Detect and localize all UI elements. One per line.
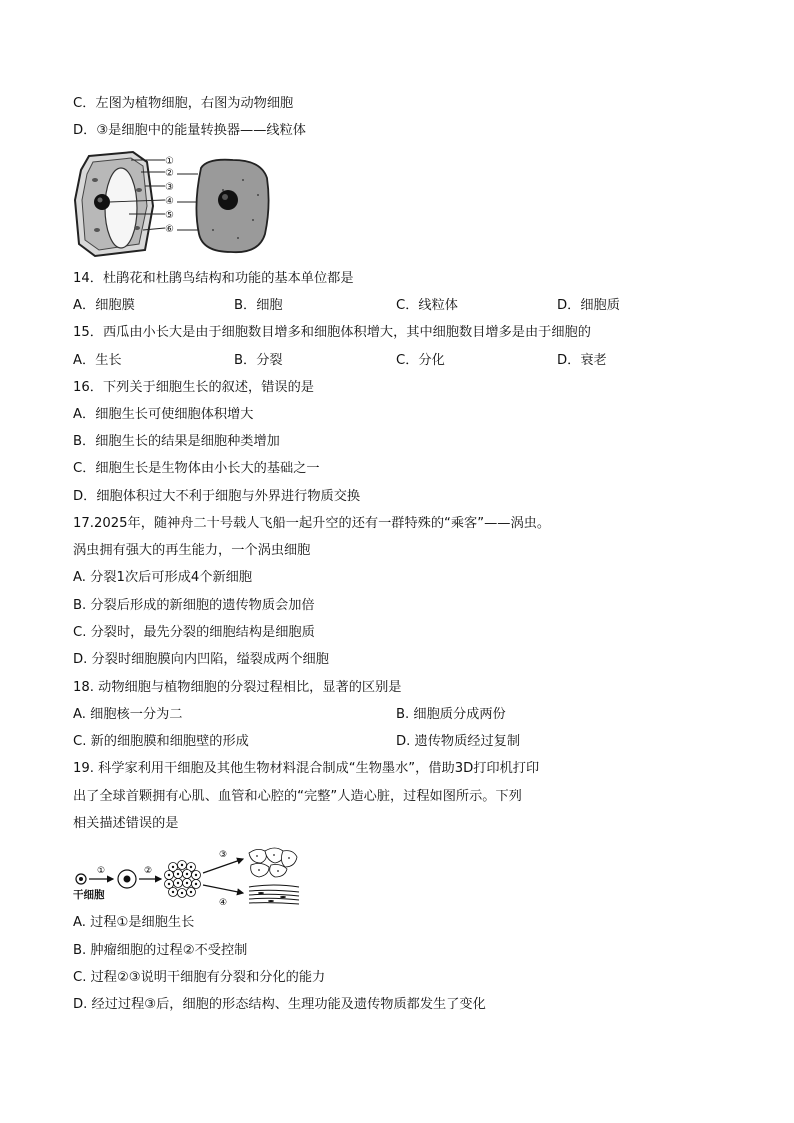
q14-option-b: B．细胞 [234,298,283,313]
q19-option-d: D. 经过过程③后，细胞的形态结构、生理功能及遗传物质都发生了变化 [73,997,486,1012]
step-label-1: ① [97,866,106,876]
q16-option-b: B．细胞生长的结果是细胞种类增加 [73,434,280,449]
figure-label-6: ⑥ [165,224,174,235]
figure-label-2: ② [165,168,174,179]
q18-option-a: A. 细胞核一分为二 [73,707,183,722]
figure-label-3: ③ [165,182,174,193]
stem-cell-label: 干细胞 [73,889,105,901]
q13-option-c: C．左图为植物细胞，右图为动物细胞 [73,96,294,111]
figure-label-4: ④ [165,196,174,207]
q17-stem-line2: 涡虫拥有强大的再生能力，一个涡虫细胞 [73,543,311,558]
q15-option-d: D．衰老 [557,353,607,368]
q18-stem: 18. 动物细胞与植物细胞的分裂过程相比，显著的区别是 [73,680,402,695]
q16-option-c: C．细胞生长是生物体由小长大的基础之一 [73,461,320,476]
q18-option-b: B. 细胞质分成两份 [396,707,506,722]
q15-option-b: B．分裂 [234,353,283,368]
q17-option-d: D. 分裂时细胞膜向内凹陷，缢裂成两个细胞 [73,652,329,667]
q16-option-d: D．细胞体积过大不利于细胞与外界进行物质交换 [73,489,361,504]
q13-option-d: D．③是细胞中的能量转换器——线粒体 [73,123,306,138]
q19-stem-line2: 出了全球首颗拥有心肌、血管和心腔的“完整”人造心脏，过程如图所示。下列 [73,789,522,804]
step-label-3: ③ [219,850,228,860]
q16-option-a: A．细胞生长可使细胞体积增大 [73,407,254,422]
animal-cell-diagram [196,160,268,253]
q18-option-c: C. 新的细胞膜和细胞壁的形成 [73,734,249,749]
q15-stem: 15．西瓜由小长大是由于细胞数目增多和细胞体积增大，其中细胞数目增多是由于细胞的 [73,325,591,340]
step-label-2: ② [144,866,153,876]
q14-option-d: D．细胞质 [557,298,620,313]
q18-option-d: D. 遗传物质经过复制 [396,734,521,749]
q19-option-c: C. 过程②③说明干细胞有分裂和分化的能力 [73,970,326,985]
q14-option-c: C．线粒体 [396,298,458,313]
figure-label-1: ① [165,156,174,167]
q19-option-b: B. 肿瘤细胞的过程②不受控制 [73,943,248,958]
q17-stem-line1: 17.2025年，随神舟二十号载人飞船一起升空的还有一群特殊的“乘客”——涡虫。 [73,516,551,531]
step-label-4: ④ [219,898,228,907]
q15-option-c: C．分化 [396,353,445,368]
stem-cell-process-figure [73,845,305,907]
q16-stem: 16．下列关于细胞生长的叙述，错误的是 [73,380,314,395]
q17-option-b: B. 分裂后形成的新细胞的遗传物质会加倍 [73,598,315,613]
q14-stem: 14．杜鹃花和杜鹃鸟结构和功能的基本单位都是 [73,271,354,286]
plant-cell-diagram [75,152,153,256]
q19-stem-line1: 19. 科学家利用干细胞及其他生物材料混合制成“生物墨水”，借助3D打印机打印 [73,761,540,776]
q15-option-a: A．生长 [73,353,122,368]
q19-option-a: A. 过程①是细胞生长 [73,915,195,930]
q14-option-a: A．细胞膜 [73,298,135,313]
figure-label-5: ⑤ [165,210,174,221]
cell-comparison-figure [73,150,273,262]
q17-option-a: A. 分裂1次后可形成4个新细胞 [73,570,253,585]
q19-stem-line3: 相关描述错误的是 [73,816,179,831]
q17-option-c: C. 分裂时，最先分裂的细胞结构是细胞质 [73,625,315,640]
